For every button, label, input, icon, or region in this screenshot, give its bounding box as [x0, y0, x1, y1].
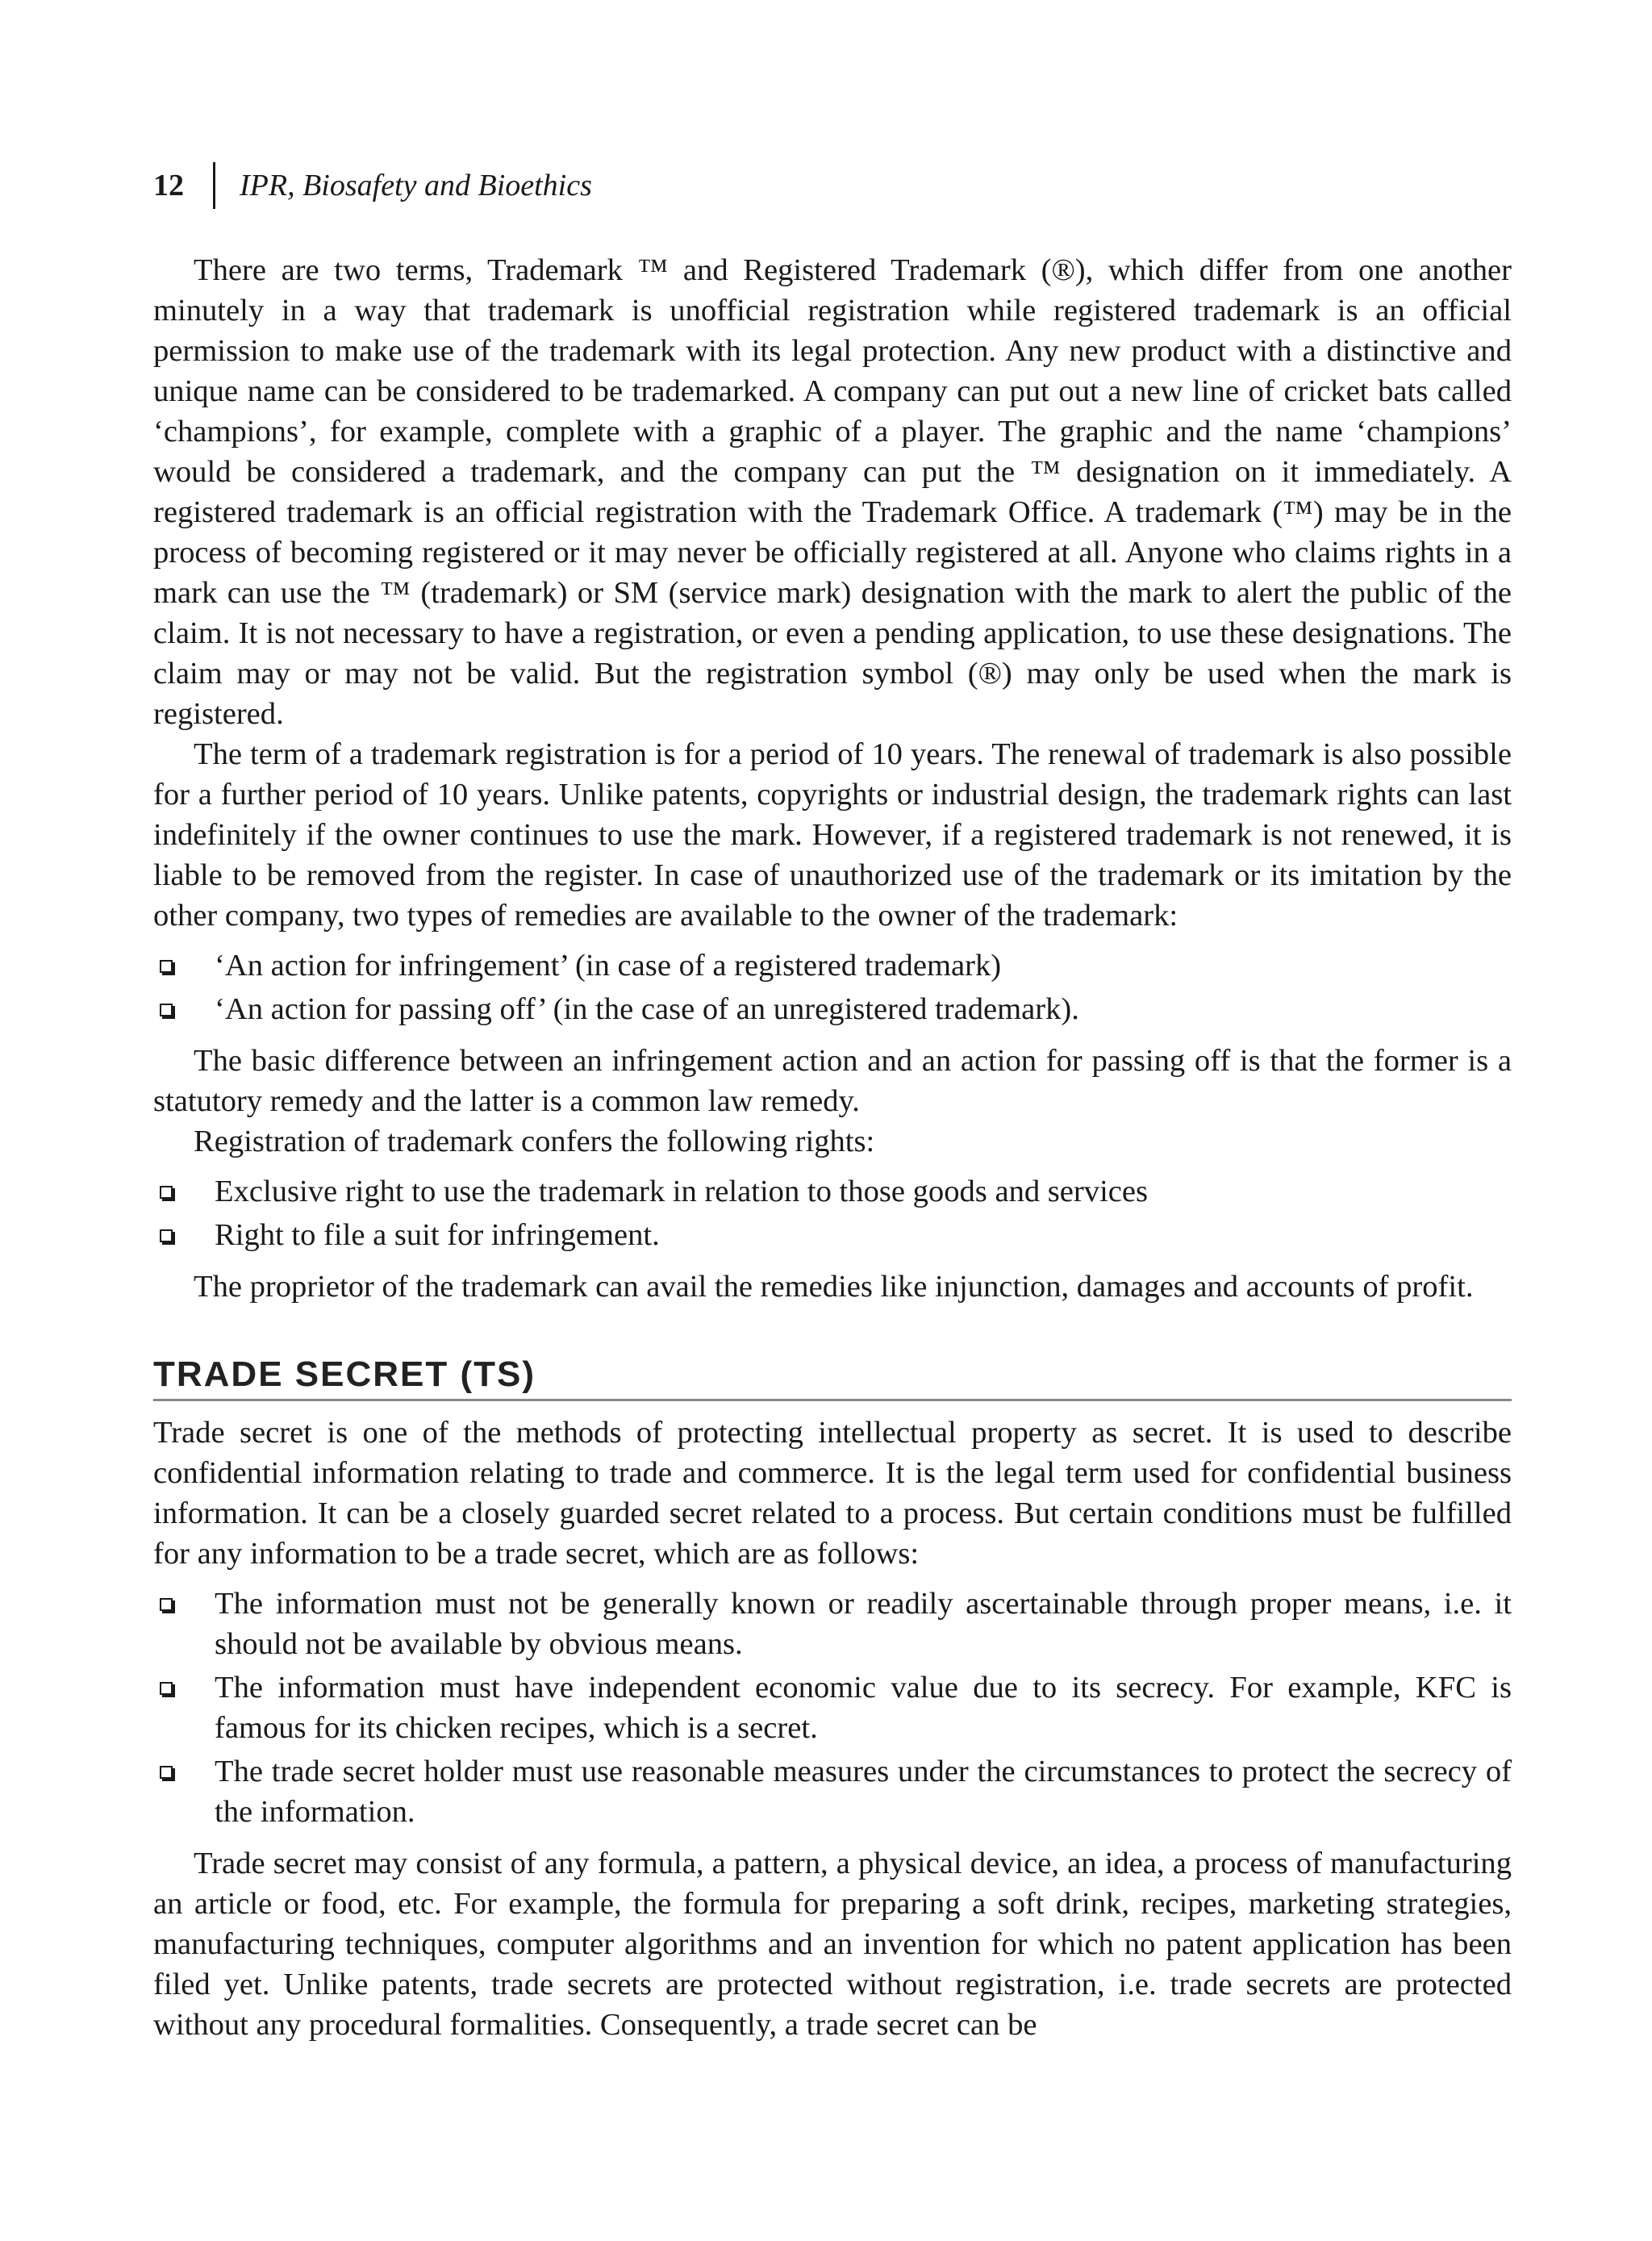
list-item [153, 989, 1512, 1029]
running-title: IPR, Biosafety and Bioethics [240, 169, 592, 202]
list-item-text: Right to file a suit for infringement. [215, 1218, 660, 1252]
list-item [153, 1667, 1512, 1748]
list-item [153, 1215, 1512, 1255]
header-divider [213, 162, 215, 209]
running-header [153, 161, 1512, 210]
rights-intro-paragraph: Registration of trademark confers the following rights: [194, 1125, 875, 1158]
trademark-paragraph-1: There are two terms, Trademark ™ and Registered Trademark (®), which differ from one another minutely in a way that trademark is unofficial registration while registered trademark is an official permission to make use of the trademark with its legal protection. Any new product with a distinctive and unique name can be considered to be trademarked. A company can put out a new line of cricket bats called ‘champions’, for example, complete with a graphic of a player. The graphic and the name ‘champions’ would be considered a trademark, and the company can put the ™ designation on it immediately. A registered trademark is an official registration with the Trademark Office. A trademark (™) may be in the process of becoming registered or it may never be officially registered at all. Anyone who claims rights in a mark can use the ™ (trademark) or SM (service mark) designation with the mark to alert the public of the claim. It is not necessary to have a registration, or even a pending application, to use these designations. The claim may or may not be valid. But the registration symbol (®) may only be used when the mark is registered. [153, 253, 1512, 731]
checkbox-bullet-icon [160, 1766, 173, 1779]
page-number: 12 [153, 169, 184, 202]
trade-secret-closing: Trade secret may consist of any formula, a pattern, a physical device, an idea, a process of manufacturing an article or food, etc. For example, the formula for preparing a soft drink, recipes, marketing strategies, manufacturing techniques, computer algorithms and an invention for which no patent application has been filed yet. Unlike patents, trade secrets are protected without registration, i.e. trade secrets are protected without any procedural formalities. Consequently, a trade secret can be [153, 1847, 1512, 2042]
list-item [153, 1171, 1512, 1212]
list-item-text: ‘An action for infringement’ (in case of a registered trademark) [215, 949, 1002, 983]
checkbox-bullet-icon [160, 1682, 173, 1695]
checkbox-bullet-icon [160, 1598, 173, 1611]
list-item [153, 1751, 1512, 1832]
book-page [153, 161, 1512, 2045]
trade-secret-conditions-list [153, 1584, 1512, 1832]
list-item-text: Exclusive right to use the trademark in relation to those goods and services [215, 1175, 1149, 1208]
checkbox-bullet-icon [160, 1004, 173, 1016]
difference-paragraph: The basic difference between an infringement action and an action for passing off is that the former is a statutory remedy and the latter is a common law remedy. [153, 1044, 1512, 1118]
list-item-text: The information must not be generally known or readily ascertainable through proper means, i.e. it should not be available by obvious means. [215, 1587, 1512, 1661]
trademark-paragraph-2: The term of a trademark registration is for a period of 10 years. The renewal of trademark is also possible for a further period of 10 years. Unlike patents, copyrights or industrial design, the trademark rights can last indefinitely if the owner continues to use the mark. However, if a registered trademark is not renewed, it is liable to be removed from the register. In case of unauthorized use of the trademark or its imitation by the other company, two types of remedies are available to the owner of the trademark: [153, 737, 1512, 933]
list-item [153, 1584, 1512, 1664]
trade-secret-intro: Trade secret is one of the methods of protecting intellectual property as secret. It is used to describe confidential information relating to trade and commerce. It is the legal term used for confidential business information. It can be a closely guarded secret related to a process. But certain conditions must be fulfilled for any information to be a trade secret, which are as follows: [153, 1416, 1512, 1571]
checkbox-bullet-icon [160, 1229, 173, 1242]
list-item-text: The information must have independent economic value due to its secrecy. For example, KFC is famous for its chicken recipes, which is a secret. [215, 1671, 1512, 1745]
checkbox-bullet-icon [160, 960, 173, 973]
rights-list [153, 1171, 1512, 1255]
remedies-list [153, 945, 1512, 1029]
list-item-text: ‘An action for passing off’ (in the case of an unregistered trademark). [215, 992, 1079, 1026]
checkbox-bullet-icon [160, 1186, 173, 1199]
list-item-text: The trade secret holder must use reasonable measures under the circumstances to protect the secrecy of the information. [215, 1755, 1512, 1829]
list-item [153, 945, 1512, 986]
proprietor-paragraph: The proprietor of the trademark can avail the remedies like injunction, damages and accounts of profit. [194, 1270, 1474, 1304]
section-heading: TRADE SECRET (TS) [153, 1352, 1512, 1401]
